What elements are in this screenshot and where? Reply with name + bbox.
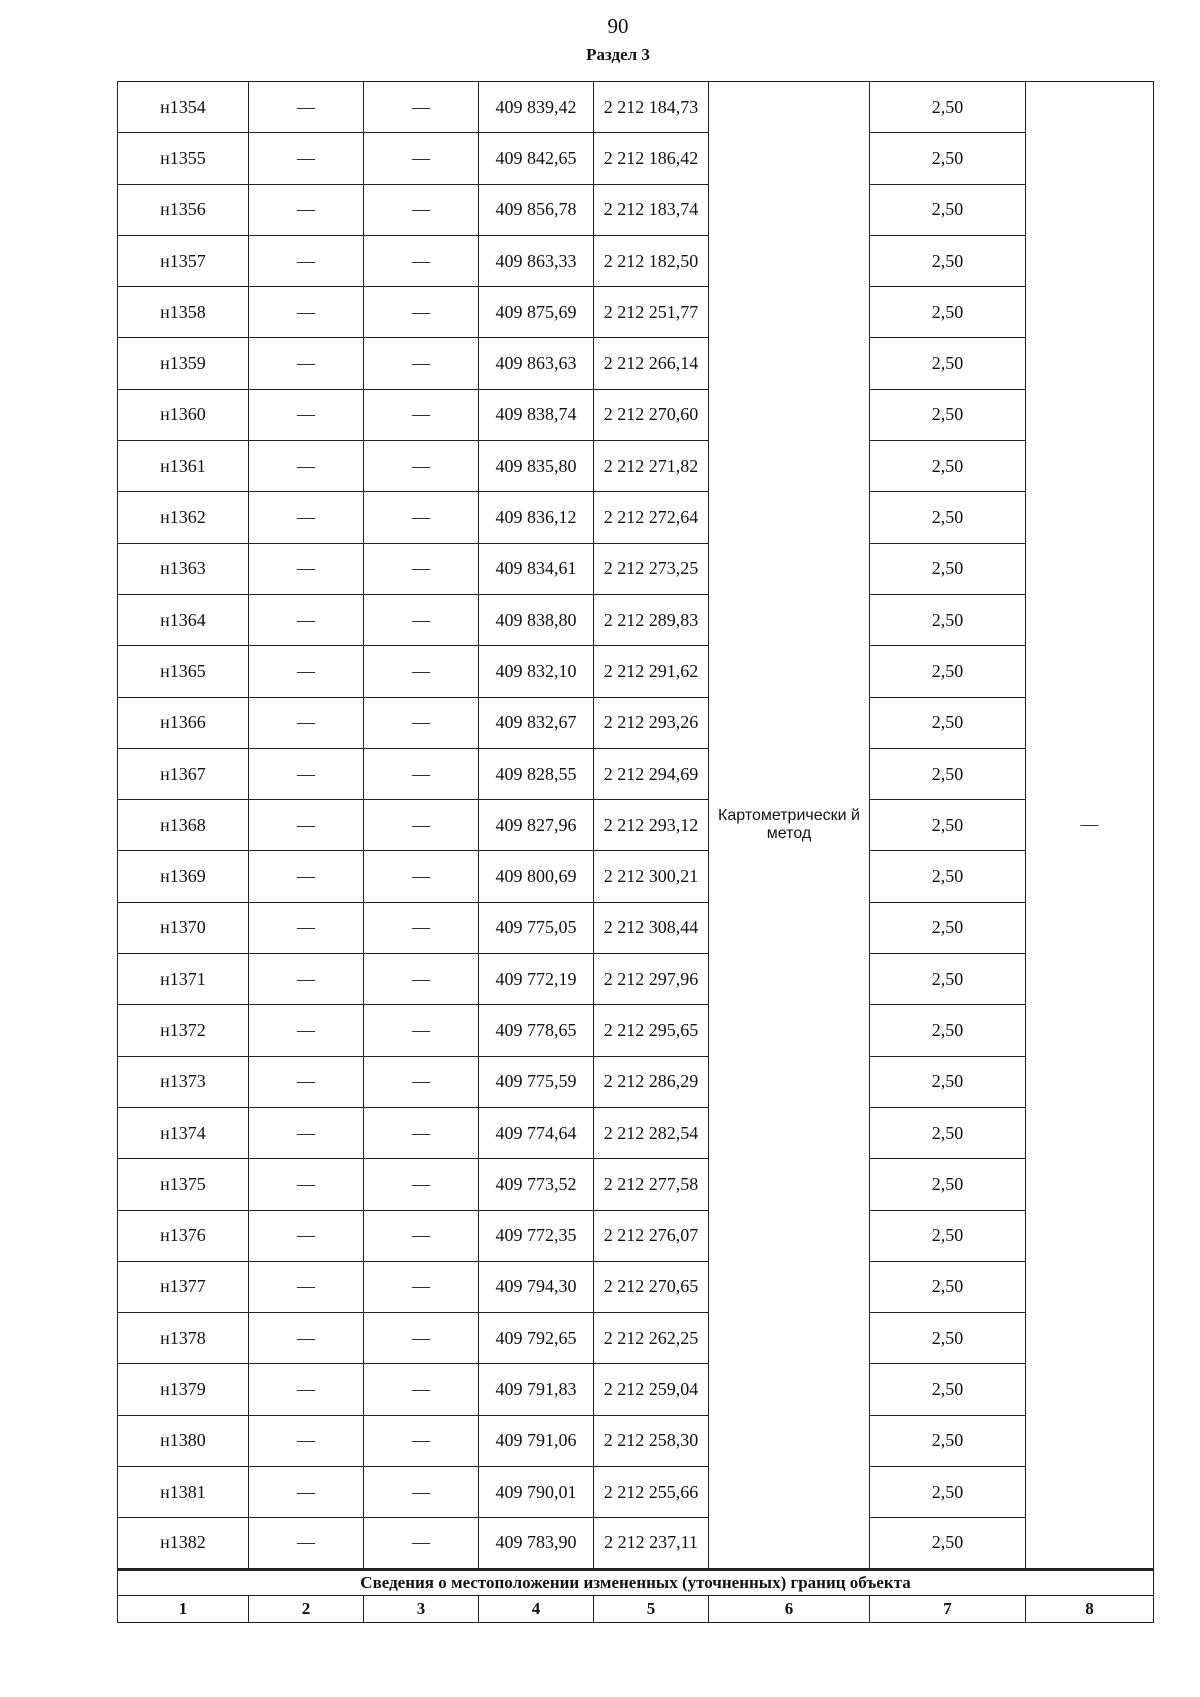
y-coordinate-cell: 2 212 183,74 bbox=[594, 184, 709, 235]
column-3-cell: — bbox=[364, 1467, 479, 1518]
column-7-cell: 2,50 bbox=[870, 1467, 1026, 1518]
caption-row bbox=[118, 1569, 1154, 1595]
y-coordinate-cell: 2 212 282,54 bbox=[594, 1107, 709, 1158]
point-number-cell: н1369 bbox=[118, 851, 249, 902]
point-number-cell: н1382 bbox=[118, 1518, 249, 1569]
section-title: Раздел 3 bbox=[586, 45, 650, 64]
table-row bbox=[118, 1467, 1154, 1518]
y-coordinate-cell: 2 212 259,04 bbox=[594, 1364, 709, 1415]
column-7-cell: 2,50 bbox=[870, 1107, 1026, 1158]
boundary-coordinates-table bbox=[117, 81, 1154, 1623]
x-coordinate-cell: 409 827,96 bbox=[479, 800, 594, 851]
x-coordinate-cell: 409 835,80 bbox=[479, 441, 594, 492]
column-2-cell: — bbox=[249, 594, 364, 645]
column-7-cell: 2,50 bbox=[870, 902, 1026, 953]
point-number-cell: н1368 bbox=[118, 800, 249, 851]
x-coordinate-cell: 409 832,10 bbox=[479, 646, 594, 697]
y-coordinate-cell: 2 212 262,25 bbox=[594, 1313, 709, 1364]
y-coordinate-cell: 2 212 293,12 bbox=[594, 800, 709, 851]
y-coordinate-cell: 2 212 270,60 bbox=[594, 389, 709, 440]
column-3-cell: — bbox=[364, 441, 479, 492]
column-3-cell: — bbox=[364, 133, 479, 184]
y-coordinate-cell: 2 212 270,65 bbox=[594, 1261, 709, 1312]
column-3-cell: — bbox=[364, 1518, 479, 1569]
table-row bbox=[118, 1313, 1154, 1364]
column-3-cell: — bbox=[364, 1364, 479, 1415]
column-3-cell: — bbox=[364, 82, 479, 133]
column-2-cell: — bbox=[249, 235, 364, 286]
x-coordinate-cell: 409 838,80 bbox=[479, 594, 594, 645]
y-coordinate-cell: 2 212 300,21 bbox=[594, 851, 709, 902]
column-2-cell: — bbox=[249, 82, 364, 133]
column-2-cell: — bbox=[249, 1107, 364, 1158]
column-7-cell: 2,50 bbox=[870, 441, 1026, 492]
column-3-cell: — bbox=[364, 1159, 479, 1210]
y-coordinate-cell: 2 212 255,66 bbox=[594, 1467, 709, 1518]
x-coordinate-cell: 409 772,19 bbox=[479, 954, 594, 1005]
y-coordinate-cell: 2 212 295,65 bbox=[594, 1005, 709, 1056]
table-row bbox=[118, 184, 1154, 235]
column-2-cell: — bbox=[249, 1313, 364, 1364]
column-2-cell: — bbox=[249, 441, 364, 492]
x-coordinate-cell: 409 842,65 bbox=[479, 133, 594, 184]
point-number-cell: н1361 bbox=[118, 441, 249, 492]
column-3-cell: — bbox=[364, 954, 479, 1005]
table-row bbox=[118, 543, 1154, 594]
table-body bbox=[118, 82, 1154, 1623]
column-7-cell: 2,50 bbox=[870, 1210, 1026, 1261]
x-coordinate-cell: 409 791,06 bbox=[479, 1415, 594, 1466]
column-7-cell: 2,50 bbox=[870, 1313, 1026, 1364]
table-row bbox=[118, 1056, 1154, 1107]
column-number-cell: 7 bbox=[870, 1595, 1026, 1622]
point-number-cell: н1380 bbox=[118, 1415, 249, 1466]
table-row bbox=[118, 133, 1154, 184]
column-7-cell: 2,50 bbox=[870, 338, 1026, 389]
y-coordinate-cell: 2 212 184,73 bbox=[594, 82, 709, 133]
y-coordinate-cell: 2 212 286,29 bbox=[594, 1056, 709, 1107]
column-2-cell: — bbox=[249, 1518, 364, 1569]
table-row bbox=[118, 1364, 1154, 1415]
y-coordinate-cell: 2 212 272,64 bbox=[594, 492, 709, 543]
point-number-cell: н1356 bbox=[118, 184, 249, 235]
column-2-cell: — bbox=[249, 133, 364, 184]
x-coordinate-cell: 409 773,52 bbox=[479, 1159, 594, 1210]
table-row bbox=[118, 800, 1154, 851]
column-number-cell: 8 bbox=[1026, 1595, 1154, 1622]
y-coordinate-cell: 2 212 291,62 bbox=[594, 646, 709, 697]
column-2-cell: — bbox=[249, 748, 364, 799]
column-7-cell: 2,50 bbox=[870, 1261, 1026, 1312]
column-number-cell: 6 bbox=[709, 1595, 870, 1622]
column-3-cell: — bbox=[364, 1056, 479, 1107]
table-row bbox=[118, 594, 1154, 645]
column-7-cell: 2,50 bbox=[870, 851, 1026, 902]
point-number-cell: н1367 bbox=[118, 748, 249, 799]
y-coordinate-cell: 2 212 293,26 bbox=[594, 697, 709, 748]
point-number-cell: н1372 bbox=[118, 1005, 249, 1056]
point-number-cell: н1377 bbox=[118, 1261, 249, 1312]
point-number-cell: н1357 bbox=[118, 235, 249, 286]
column-3-cell: — bbox=[364, 1107, 479, 1158]
column-8-cell: — bbox=[1026, 82, 1154, 1570]
column-2-cell: — bbox=[249, 1005, 364, 1056]
point-number-cell: н1379 bbox=[118, 1364, 249, 1415]
y-coordinate-cell: 2 212 237,11 bbox=[594, 1518, 709, 1569]
point-number-cell: н1378 bbox=[118, 1313, 249, 1364]
x-coordinate-cell: 409 794,30 bbox=[479, 1261, 594, 1312]
point-number-cell: н1354 bbox=[118, 82, 249, 133]
y-coordinate-cell: 2 212 186,42 bbox=[594, 133, 709, 184]
x-coordinate-cell: 409 775,05 bbox=[479, 902, 594, 953]
column-2-cell: — bbox=[249, 1467, 364, 1518]
point-number-cell: н1381 bbox=[118, 1467, 249, 1518]
table-row bbox=[118, 82, 1154, 133]
column-2-cell: — bbox=[249, 1210, 364, 1261]
x-coordinate-cell: 409 772,35 bbox=[479, 1210, 594, 1261]
column-2-cell: — bbox=[249, 1364, 364, 1415]
point-number-cell: н1362 bbox=[118, 492, 249, 543]
column-7-cell: 2,50 bbox=[870, 133, 1026, 184]
column-7-cell: 2,50 bbox=[870, 1518, 1026, 1569]
table-row bbox=[118, 1159, 1154, 1210]
method-cell: Картометрически й метод bbox=[709, 82, 870, 1570]
y-coordinate-cell: 2 212 271,82 bbox=[594, 441, 709, 492]
column-3-cell: — bbox=[364, 389, 479, 440]
table-row bbox=[118, 1210, 1154, 1261]
table-row bbox=[118, 1261, 1154, 1312]
table-row bbox=[118, 235, 1154, 286]
column-3-cell: — bbox=[364, 543, 479, 594]
x-coordinate-cell: 409 778,65 bbox=[479, 1005, 594, 1056]
column-2-cell: — bbox=[249, 954, 364, 1005]
y-coordinate-cell: 2 212 182,50 bbox=[594, 235, 709, 286]
column-3-cell: — bbox=[364, 1005, 479, 1056]
column-number-row bbox=[118, 1595, 1154, 1622]
y-coordinate-cell: 2 212 297,96 bbox=[594, 954, 709, 1005]
column-3-cell: — bbox=[364, 184, 479, 235]
column-3-cell: — bbox=[364, 697, 479, 748]
table-row bbox=[118, 697, 1154, 748]
column-3-cell: — bbox=[364, 646, 479, 697]
table-row bbox=[118, 287, 1154, 338]
column-number-cell: 1 bbox=[118, 1595, 249, 1622]
column-7-cell: 2,50 bbox=[870, 1056, 1026, 1107]
point-number-cell: н1358 bbox=[118, 287, 249, 338]
column-2-cell: — bbox=[249, 543, 364, 594]
x-coordinate-cell: 409 832,67 bbox=[479, 697, 594, 748]
table-row bbox=[118, 902, 1154, 953]
table-row bbox=[118, 646, 1154, 697]
column-3-cell: — bbox=[364, 800, 479, 851]
column-7-cell: 2,50 bbox=[870, 235, 1026, 286]
column-7-cell: 2,50 bbox=[870, 389, 1026, 440]
x-coordinate-cell: 409 792,65 bbox=[479, 1313, 594, 1364]
point-number-cell: н1375 bbox=[118, 1159, 249, 1210]
table-row bbox=[118, 851, 1154, 902]
column-7-cell: 2,50 bbox=[870, 287, 1026, 338]
x-coordinate-cell: 409 863,63 bbox=[479, 338, 594, 389]
point-number-cell: н1364 bbox=[118, 594, 249, 645]
x-coordinate-cell: 409 790,01 bbox=[479, 1467, 594, 1518]
column-7-cell: 2,50 bbox=[870, 1005, 1026, 1056]
point-number-cell: н1374 bbox=[118, 1107, 249, 1158]
column-3-cell: — bbox=[364, 1313, 479, 1364]
point-number-cell: н1365 bbox=[118, 646, 249, 697]
column-2-cell: — bbox=[249, 287, 364, 338]
column-7-cell: 2,50 bbox=[870, 646, 1026, 697]
x-coordinate-cell: 409 800,69 bbox=[479, 851, 594, 902]
column-number-cell: 5 bbox=[594, 1595, 709, 1622]
column-2-cell: — bbox=[249, 646, 364, 697]
point-number-cell: н1366 bbox=[118, 697, 249, 748]
column-2-cell: — bbox=[249, 1415, 364, 1466]
table-row bbox=[118, 389, 1154, 440]
column-2-cell: — bbox=[249, 389, 364, 440]
y-coordinate-cell: 2 212 251,77 bbox=[594, 287, 709, 338]
column-3-cell: — bbox=[364, 851, 479, 902]
x-coordinate-cell: 409 836,12 bbox=[479, 492, 594, 543]
column-3-cell: — bbox=[364, 1415, 479, 1466]
column-7-cell: 2,50 bbox=[870, 184, 1026, 235]
table-row bbox=[118, 1518, 1154, 1569]
column-7-cell: 2,50 bbox=[870, 800, 1026, 851]
x-coordinate-cell: 409 875,69 bbox=[479, 287, 594, 338]
column-7-cell: 2,50 bbox=[870, 594, 1026, 645]
column-7-cell: 2,50 bbox=[870, 697, 1026, 748]
column-2-cell: — bbox=[249, 492, 364, 543]
point-number-cell: н1363 bbox=[118, 543, 249, 594]
table-row bbox=[118, 1107, 1154, 1158]
column-3-cell: — bbox=[364, 1261, 479, 1312]
point-number-cell: н1371 bbox=[118, 954, 249, 1005]
column-number-cell: 4 bbox=[479, 1595, 594, 1622]
column-2-cell: — bbox=[249, 902, 364, 953]
column-3-cell: — bbox=[364, 594, 479, 645]
y-coordinate-cell: 2 212 308,44 bbox=[594, 902, 709, 953]
table-row bbox=[118, 338, 1154, 389]
table-row bbox=[118, 954, 1154, 1005]
y-coordinate-cell: 2 212 289,83 bbox=[594, 594, 709, 645]
y-coordinate-cell: 2 212 294,69 bbox=[594, 748, 709, 799]
y-coordinate-cell: 2 212 273,25 bbox=[594, 543, 709, 594]
page-number: 90 bbox=[607, 14, 629, 38]
column-7-cell: 2,50 bbox=[870, 492, 1026, 543]
table-caption: Сведения о местоположении измененных (уточненных) границ объекта bbox=[118, 1569, 1154, 1595]
table-row bbox=[118, 441, 1154, 492]
point-number-cell: н1360 bbox=[118, 389, 249, 440]
table-row bbox=[118, 1415, 1154, 1466]
x-coordinate-cell: 409 863,33 bbox=[479, 235, 594, 286]
column-2-cell: — bbox=[249, 1056, 364, 1107]
column-3-cell: — bbox=[364, 338, 479, 389]
column-7-cell: 2,50 bbox=[870, 1159, 1026, 1210]
x-coordinate-cell: 409 783,90 bbox=[479, 1518, 594, 1569]
column-2-cell: — bbox=[249, 851, 364, 902]
table-row bbox=[118, 748, 1154, 799]
x-coordinate-cell: 409 791,83 bbox=[479, 1364, 594, 1415]
column-7-cell: 2,50 bbox=[870, 748, 1026, 799]
x-coordinate-cell: 409 775,59 bbox=[479, 1056, 594, 1107]
x-coordinate-cell: 409 828,55 bbox=[479, 748, 594, 799]
column-7-cell: 2,50 bbox=[870, 82, 1026, 133]
x-coordinate-cell: 409 774,64 bbox=[479, 1107, 594, 1158]
table-row bbox=[118, 492, 1154, 543]
x-coordinate-cell: 409 834,61 bbox=[479, 543, 594, 594]
y-coordinate-cell: 2 212 266,14 bbox=[594, 338, 709, 389]
column-3-cell: — bbox=[364, 902, 479, 953]
point-number-cell: н1370 bbox=[118, 902, 249, 953]
column-number-cell: 2 bbox=[249, 1595, 364, 1622]
x-coordinate-cell: 409 856,78 bbox=[479, 184, 594, 235]
column-2-cell: — bbox=[249, 184, 364, 235]
column-number-cell: 3 bbox=[364, 1595, 479, 1622]
column-7-cell: 2,50 bbox=[870, 954, 1026, 1005]
column-2-cell: — bbox=[249, 697, 364, 748]
column-3-cell: — bbox=[364, 492, 479, 543]
y-coordinate-cell: 2 212 276,07 bbox=[594, 1210, 709, 1261]
column-2-cell: — bbox=[249, 1159, 364, 1210]
point-number-cell: н1376 bbox=[118, 1210, 249, 1261]
column-3-cell: — bbox=[364, 235, 479, 286]
x-coordinate-cell: 409 838,74 bbox=[479, 389, 594, 440]
column-3-cell: — bbox=[364, 1210, 479, 1261]
column-7-cell: 2,50 bbox=[870, 1415, 1026, 1466]
y-coordinate-cell: 2 212 277,58 bbox=[594, 1159, 709, 1210]
table-row bbox=[118, 1005, 1154, 1056]
column-3-cell: — bbox=[364, 748, 479, 799]
column-7-cell: 2,50 bbox=[870, 543, 1026, 594]
point-number-cell: н1359 bbox=[118, 338, 249, 389]
column-3-cell: — bbox=[364, 287, 479, 338]
point-number-cell: н1355 bbox=[118, 133, 249, 184]
point-number-cell: н1373 bbox=[118, 1056, 249, 1107]
column-2-cell: — bbox=[249, 338, 364, 389]
y-coordinate-cell: 2 212 258,30 bbox=[594, 1415, 709, 1466]
column-7-cell: 2,50 bbox=[870, 1364, 1026, 1415]
column-2-cell: — bbox=[249, 1261, 364, 1312]
column-2-cell: — bbox=[249, 800, 364, 851]
x-coordinate-cell: 409 839,42 bbox=[479, 82, 594, 133]
